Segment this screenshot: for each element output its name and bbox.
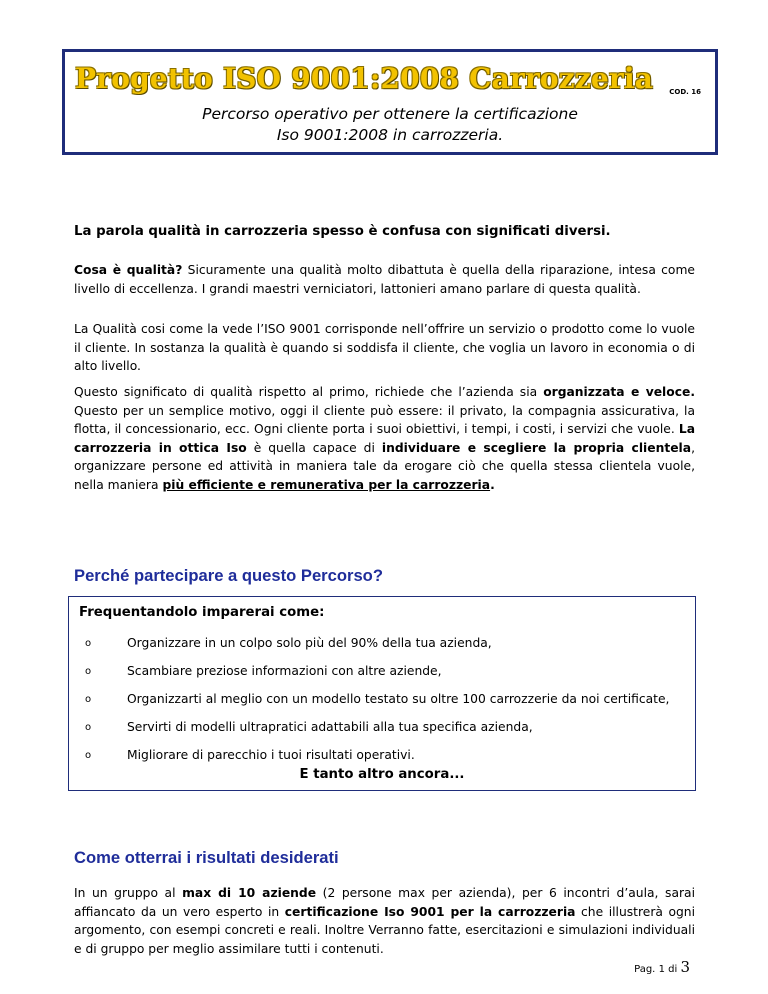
list-item: o Servirti di modelli ultrapratici adattabili alla tua specifica azienda, [85,717,675,738]
page-number: Pag. 1 di 3 [634,958,690,976]
document-subtitle [65,104,715,146]
subtitle-line-1: Percorso operativo per ottenere la certificazione [202,105,578,123]
paragraph-organization: Questo significato di qualità rispetto al primo, richiede che l’azienda sia organizzata e veloce. Questo per un semplice motivo, oggi il cliente può essere: il privato, la compagnia assicurativa, la flotta, il concessionario, ecc. Ogni cliente porta i suoi obiettivi, i tempi, i costi, i servizi che vuole. La carrozzeria in ottica Iso è quella capace di individuare e scegliere la propria clientela, organizzare persone ed attività in maniera tale da erogare ciò che quella stessa clientela vuole, nella maniera più efficiente e remunerativa per la carrozzeria. [74,385,696,492]
bullet-circle-icon: o [85,666,92,677]
intro-lead: La parola qualità in carrozzeria spesso è confusa con significati diversi. [74,224,611,239]
paragraph-iso-quality: La Qualità cosi come la vede l’ISO 9001 corrisponde nell’offrire un servizio o prodotto come lo vuole il cliente. In sostanza la qualità è quando si soddisfa il cliente, che voglia un lavoro in economia o di alto livello. [74,322,695,374]
list-item: o Organizzare in un colpo solo più del 90% della tua azienda, [85,633,675,654]
benefits-box [68,596,696,791]
header-box [62,49,718,155]
list-item: o Scambiare preziose informazioni con altre aziende, [85,661,675,682]
bullet-circle-icon: o [85,750,92,761]
list-item: o Organizzarti al meglio con un modello testato su oltre 100 carrozzerie da noi certificate, [85,689,675,710]
bullet-circle-icon: o [85,638,92,649]
bullet-circle-icon: o [85,694,92,705]
list-item: o Migliorare di parecchio i tuoi risultati operativi. [85,745,675,766]
benefits-intro: Frequentandolo imparerai come: [79,605,325,620]
section-heading-how: Come otterrai i risultati desiderati [74,848,339,867]
benefits-footer: E tanto altro ancora... [299,767,465,782]
document-code: COD. 16 [669,88,701,96]
paragraph-what-is-quality: Cosa è qualità? Sicuramente una qualità molto dibattuta è quella della riparazione, intesa come livello di eccellenza. I grandi maestri verniciatori, lattonieri amano parlare di questa qualità. [74,263,695,296]
document-title: Progetto ISO 9001:2008 Carrozzeria [75,62,654,95]
question-bold: Cosa è qualità? [74,263,183,277]
bullet-circle-icon: o [85,722,92,733]
section-heading-why: Perché partecipare a questo Percorso? [74,566,383,585]
benefits-list [85,633,675,773]
paragraph-how: In un gruppo al max di 10 aziende (2 persone max per azienda), per 6 incontri d’aula, sarai affiancato da un vero esperto in certificazione Iso 9001 per la carrozzeria che illustrerà ogni argomento, con esempi concreti e reali. Inoltre Verranno fatte, esercitazioni e simulazioni individuali e di gruppo per meglio assimilare tutti i contenuti. [74,886,695,956]
subtitle-line-2: Iso 9001:2008 in carrozzeria. [276,126,504,144]
